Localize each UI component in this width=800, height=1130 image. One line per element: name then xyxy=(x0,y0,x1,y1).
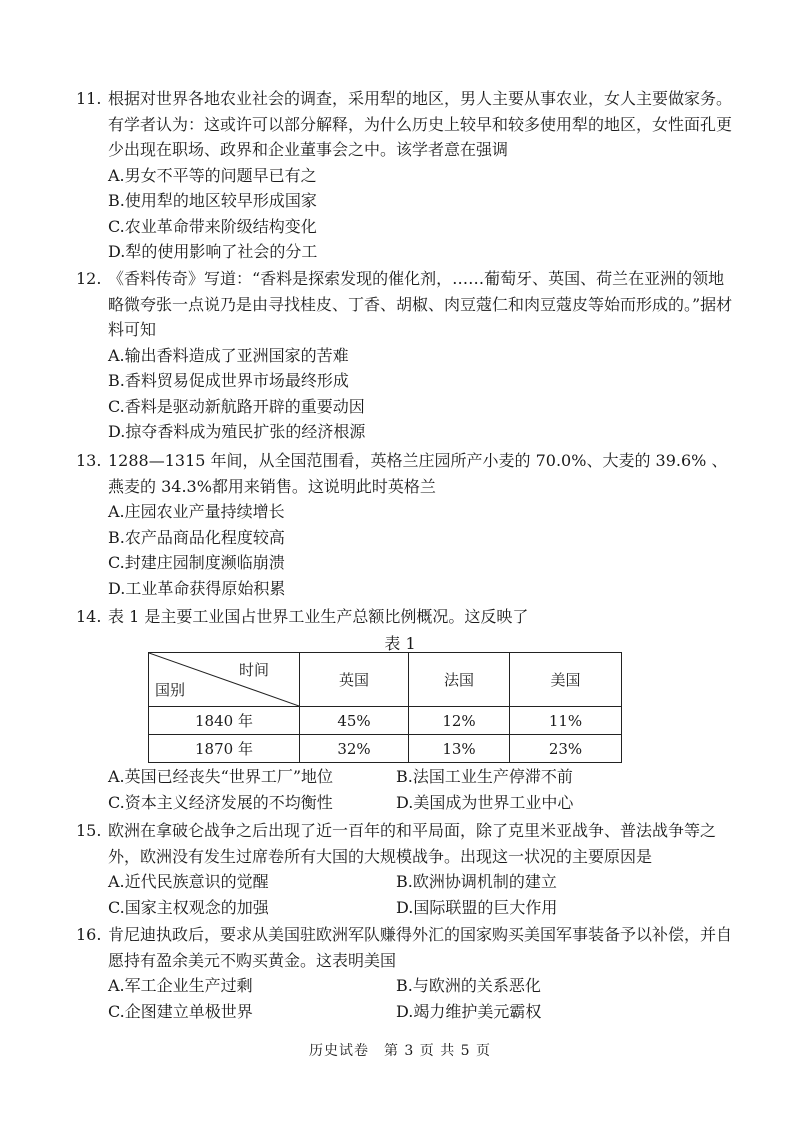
option-c: C.封建庄园制度濒临崩溃 xyxy=(108,553,285,572)
option-b: B.与欧洲的关系恶化 xyxy=(396,976,541,995)
table-cell: 11% xyxy=(510,707,622,735)
table-cell: 12% xyxy=(409,707,510,735)
question-15 xyxy=(76,818,736,920)
table-cell: 23% xyxy=(510,735,622,763)
option-row xyxy=(108,764,736,790)
question-stem: 表 1 是主要工业国占世界工业生产总额比例概况。这反映了 xyxy=(108,607,529,626)
question-12 xyxy=(76,266,736,445)
header-time-label: 时间 xyxy=(238,661,269,679)
question-number: 13. xyxy=(76,451,102,470)
column-header: 英国 xyxy=(300,653,409,707)
question-14-options xyxy=(76,764,736,815)
question-13 xyxy=(76,448,736,601)
question-16 xyxy=(76,922,736,1024)
question-number: 14. xyxy=(76,607,102,626)
table-corner-cell xyxy=(149,653,300,707)
question-14 xyxy=(76,604,736,630)
option-d: D.国际联盟的巨大作用 xyxy=(396,897,558,917)
option-row xyxy=(108,895,736,921)
option-c: C.香料是驱动新航路开辟的重要动因 xyxy=(108,396,365,416)
question-number: 11. xyxy=(76,89,102,108)
option-a: A.英国已经丧失“世界工厂”地位 xyxy=(108,767,334,786)
table-caption: 表 1 xyxy=(384,634,416,653)
table-row xyxy=(149,707,622,735)
table-cell: 32% xyxy=(300,735,409,763)
option-b: B.农产品商品化程度较高 xyxy=(108,527,285,547)
header-country-label: 国别 xyxy=(155,681,186,699)
question-11 xyxy=(76,86,736,265)
option-b: B.使用犁的地区较早形成国家 xyxy=(108,191,317,210)
option-c: C.资本主义经济发展的不均衡性 xyxy=(108,792,333,812)
option-d: D.竭力维护美元霸权 xyxy=(396,1001,542,1021)
table-cell: 13% xyxy=(409,735,510,763)
option-a: A.男女不平等的问题早已有之 xyxy=(108,165,317,185)
table-cell: 45% xyxy=(300,707,409,735)
row-label: 1870 年 xyxy=(149,735,300,763)
question-stem: 1288—1315 年间，从全国范围看，英格兰庄园所产小麦的 70.0%、大麦的 39.6% 、燕麦的 34.3%都用来销售。这说明此时英格兰 xyxy=(108,451,728,496)
option-row xyxy=(108,973,736,999)
question-number: 16. xyxy=(76,925,102,944)
question-number: 15. xyxy=(76,821,102,840)
table-header-row xyxy=(149,653,622,707)
option-row xyxy=(108,790,736,816)
industry-share-table xyxy=(148,652,622,763)
column-header: 美国 xyxy=(510,653,622,707)
option-c: C.国家主权观念的加强 xyxy=(108,897,269,917)
option-b: B.法国工业生产停滞不前 xyxy=(396,767,573,786)
option-a: A.庄园农业产量持续增长 xyxy=(108,502,285,521)
option-row xyxy=(108,869,736,895)
option-d: D.掠夺香料成为殖民扩张的经济根源 xyxy=(108,422,366,441)
option-a: A.军工企业生产过剩 xyxy=(108,976,253,995)
option-d: D.工业革命获得原始积累 xyxy=(108,578,286,598)
question-stem: 欧洲在拿破仑战争之后出现了近一百年的和平局面，除了克里米亚战争、普法战争等之外，欧洲没有发生过席卷所有大国的大规模战争。出现这一状况的主要原因是 xyxy=(108,821,717,866)
page-footer: 历史试卷 第 3 页 共 5 页 xyxy=(308,1043,492,1059)
question-stem: 根据对世界各地农业社会的调查，采用犁的地区，男人主要从事农业，女人主要做家务。有学者认为：这或许可以部分解释，为什么历史上较早和较多使用犁的地区，女性面孔更少出现在职场、政界和企业董事会之中。该学者意在强调 xyxy=(108,89,733,159)
option-b: B.香料贸易促成世界市场最终形成 xyxy=(108,371,349,390)
option-row xyxy=(108,999,736,1025)
question-stem: 肯尼迪执政后，要求从美国驻欧洲军队赚得外汇的国家购买美国军事装备予以补偿，并自愿持有盈余美元不购买黄金。这表明美国 xyxy=(108,925,733,970)
question-stem: 《香料传奇》写道：“香料是探索发现的催化剂，……葡萄牙、英国、荷兰在亚洲的领地略微夸张一点说乃是由寻找桂皮、丁香、胡椒、肉豆蔻仁和肉豆蔻皮等始而形成的。”据材料可知 xyxy=(108,269,733,339)
option-d: D.美国成为世界工业中心 xyxy=(396,792,574,812)
column-header: 法国 xyxy=(409,653,510,707)
question-number: 12. xyxy=(76,269,102,288)
option-d: D.犁的使用影响了社会的分工 xyxy=(108,242,318,261)
option-a: A.近代民族意识的觉醒 xyxy=(108,872,269,891)
option-b: B.欧洲协调机制的建立 xyxy=(396,872,557,891)
option-c: C.企图建立单极世界 xyxy=(108,1001,253,1021)
table-row xyxy=(149,735,622,763)
option-c: C.农业革命带来阶级结构变化 xyxy=(108,216,317,236)
row-label: 1840 年 xyxy=(149,707,300,735)
option-a: A.输出香料造成了亚洲国家的苦难 xyxy=(108,345,349,365)
